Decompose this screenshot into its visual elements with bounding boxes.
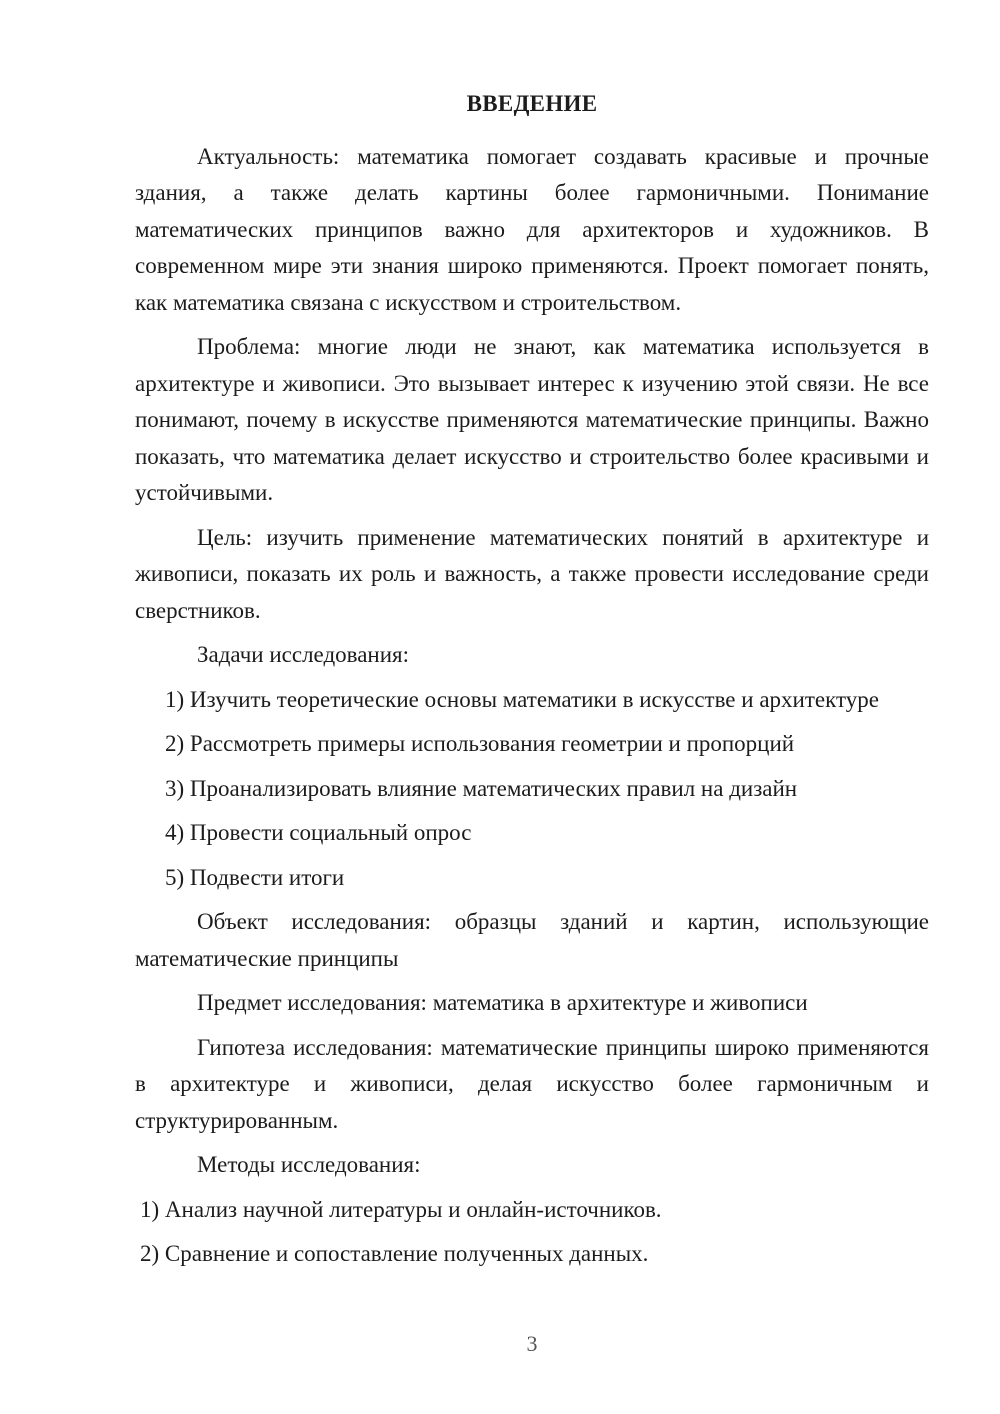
paragraph-hypothesis: Гипотеза исследования: математические принципы широко применяются в архитектуре и живописи, делая искусство более гармоничным и структурированным.	[135, 1034, 929, 1133]
methods-heading: Методы исследования:	[197, 1152, 421, 1177]
paragraph-object: Объект исследования: образцы зданий и картин, использующие математические принципы	[135, 909, 929, 971]
page-content	[135, 86, 929, 1281]
paragraph-relevance: Актуальность: математика помогает создавать красивые и прочные здания, а также делать картины более гармоничными. Понимание математических принципов важно для архитекторов и художников. В современном мире эти знания широко применяются. Проект помогает понять, как математика связана с искусством и строительством.	[135, 143, 929, 315]
method-item: 1) Анализ научной литературы и онлайн-источников.	[140, 1196, 662, 1222]
method-item: 2) Сравнение и сопоставление полученных данных.	[140, 1241, 649, 1266]
page-title: ВВЕДЕНИЕ	[466, 91, 598, 116]
paragraph-subject: Предмет исследования: математика в архитектуре и живописи	[197, 990, 808, 1015]
task-item: 4) Провести социальный опрос	[165, 820, 472, 845]
task-item: 3) Проанализировать влияние математических правил на дизайн	[165, 775, 798, 801]
task-item: 2) Рассмотреть примеры использования геометрии и пропорций	[165, 731, 795, 756]
paragraph-problem: Проблема: многие люди не знают, как математика используется в архитектуре и живописи. Это вызывает интерес к изучению этой связи. Не все понимают, почему в искусстве применяются математические принципы. Важно показать, что математика делает искусство и строительство более красивыми и устойчивыми.	[135, 334, 929, 505]
tasks-heading: Задачи исследования:	[197, 642, 410, 667]
task-item: 5) Подвести итоги	[165, 864, 345, 890]
page-number: 3	[526, 1331, 538, 1356]
paragraph-goal: Цель: изучить применение математических понятий в архитектуре и живописи, показать их роль и важность, а также провести исследование среди сверстников.	[135, 524, 929, 623]
task-item: 1) Изучить теоретические основы математики в искусстве и архитектуре	[165, 686, 879, 712]
